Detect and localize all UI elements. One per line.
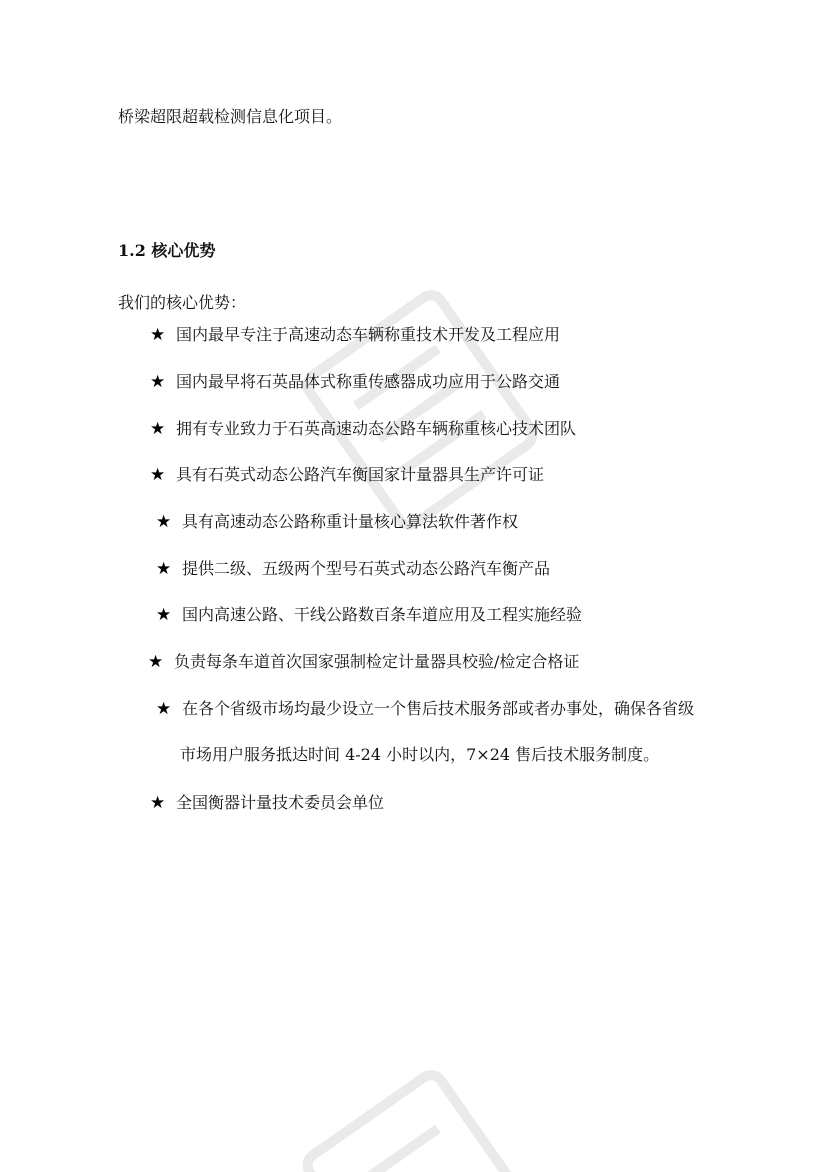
list-item (150, 792, 384, 814)
list-item (156, 511, 518, 533)
list-item-text: 国内最早专注于高速动态车辆称重技术开发及工程应用 (176, 325, 561, 344)
list-item-text: 拥有专业致力于石英高速动态公路车辆称重核心技术团队 (176, 419, 577, 438)
list-item (150, 371, 560, 393)
list-item-text: 全国衡器计量技术委员会单位 (176, 793, 385, 812)
star-bullet-icon: ★ (150, 793, 166, 813)
list-item (156, 558, 550, 580)
list-item (150, 418, 576, 440)
list-item-text: 提供二级、五级两个型号石英式动态公路汽车衡产品 (182, 559, 551, 578)
star-bullet-icon: ★ (150, 372, 166, 392)
star-bullet-icon: ★ (150, 325, 166, 345)
list-item-text: 国内最早将石英晶体式称重传感器成功应用于公路交通 (176, 372, 561, 391)
star-bullet-icon: ★ (156, 699, 172, 719)
watermark-mark-bottom (300, 1060, 540, 1172)
star-bullet-icon: ★ (156, 605, 172, 625)
list-item (150, 464, 544, 486)
list-item-text: 负责每条车道首次国家强制检定计量器具校验/检定合格证 (174, 652, 580, 671)
list-item (148, 651, 579, 673)
star-bullet-icon: ★ (150, 465, 166, 485)
section-heading: 1.2 核心优势 (118, 241, 216, 260)
star-bullet-icon: ★ (156, 559, 172, 579)
list-item (150, 324, 560, 346)
list-item-text: 在各个省级市场均最少设立一个售后技术服务部或者办事处，确保各省级 (182, 699, 695, 718)
intro-text: 桥梁超限超载检测信息化项目。 (118, 107, 343, 126)
list-item-text: 具有石英式动态公路汽车衡国家计量器具生产许可证 (176, 465, 545, 484)
list-item (156, 604, 582, 626)
star-bullet-icon: ★ (148, 652, 164, 672)
list-item-text: 国内高速公路、干线公路数百条车道应用及工程实施经验 (182, 605, 583, 624)
watermark-mark (300, 280, 540, 540)
star-bullet-icon: ★ (156, 512, 172, 532)
list-item (156, 698, 694, 720)
list-item-text: 具有高速动态公路称重计量核心算法软件著作权 (182, 512, 519, 531)
list-item-continuation: 市场用户服务抵达时间 4-24 小时以内，7×24 售后技术服务制度。 (180, 745, 660, 764)
star-bullet-icon: ★ (150, 419, 166, 439)
lead-text: 我们的核心优势： (118, 293, 247, 312)
